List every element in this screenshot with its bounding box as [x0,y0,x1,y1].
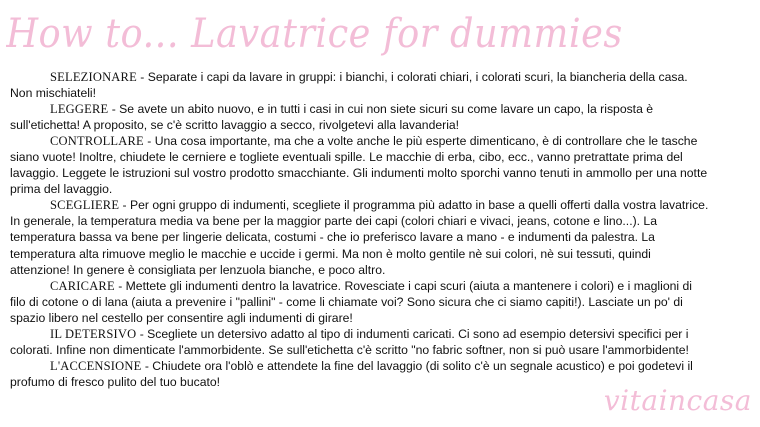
page-title: How to... Lavatrice for dummies [6,11,623,57]
section-detersivo [10,326,710,358]
section-caricare [10,278,710,326]
section-text: - Chiudete ora l'oblò e attendete la fine del lavaggio (di solito c'è un segnale acustico) e poi godetevi il profumo di fresco pulito del tuo bucato! [10,358,693,389]
section-text: - Una cosa importante, ma che a volte anche le più esperte dimenticano, è di controllare che le tasche siano vuote! Inoltre, chiudete le cerniere e togliete eventuali spille. Le macchie di erba, cibo, ecc., vanno pretrattate prima del lavaggio. Leggete le istruzioni sul vostro prodotto smacchiante. Gli indumenti molto sporchi vanno tenuti in ammollo per una notte prima del lavaggio. [10,134,708,197]
section-text: - Per ogni gruppo di indumenti, scegliete il programma più adatto in base a quelli offerti dalla vostra lavatrice. In generale, la temperatura media va bene per la maggior parte dei capi (colori chiari e vivaci, jeans, cotone e lino...). La temperatura bassa va bene per lingerie delicata, costumi - che io preferisco lavare a mano - e indumenti da palestra. La temperatura alta rimuove meglio le macchie e uccide i germi. Ma non è molto gentile nè sui colori, nè sui tessuti, quindi attenzione! In genere è consigliata per lenzuola bianche, e poco altro. [10,198,709,277]
signature-watermark: vitaincasa [603,384,752,417]
section-text: - Se avete un abito nuovo, e in tutti i casi in cui non siete sicuri su come lavare un capo, la risposta è sull'etichetta! A proposito, se c'è scritto lavaggio a secco, rivolgetevi alla lavanderia! [10,102,654,133]
section-controllare [10,133,710,197]
section-selezionare [10,69,710,101]
section-scegliere [10,197,710,277]
section-keyword: L'ACCENSIONE [50,358,142,373]
section-leggere [10,101,710,133]
section-text: - Separate i capi da lavare in gruppi: i bianchi, i colorati chiari, i colorati scuri, la biancheria della casa. Non mischiateli! [10,70,688,101]
section-text: - Scegliete un detersivo adatto al tipo di indumenti caricati. Ci sono ad esempio detersivi specifici per i colorati. Infine non dimenticate l'ammorbidente. Se sull'etichetta c'è scritto "no fabric softner, non si può usare l'ammorbidente! [10,326,689,357]
instructions-body [10,69,710,390]
section-keyword: LEGGERE [50,102,109,117]
section-keyword: CARICARE [50,278,115,293]
section-keyword: SELEZIONARE [50,70,137,84]
section-text: - Mettete gli indumenti dentro la lavatrice. Rovesciate i capi scuri (aiuta a mantenere i colori) e i maglioni di filo di cotone o di lana (aiuta a prevenire i "pallini" - come li chiamate voi? Sono sicura che ci siamo capiti!). Lasciate un po' di spazio libero nel cestello per consentire agli indumenti di girare! [10,278,692,325]
section-keyword: IL DETERSIVO [50,326,137,341]
section-keyword: SCEGLIERE [50,198,120,213]
section-keyword: CONTROLLARE [50,134,144,149]
